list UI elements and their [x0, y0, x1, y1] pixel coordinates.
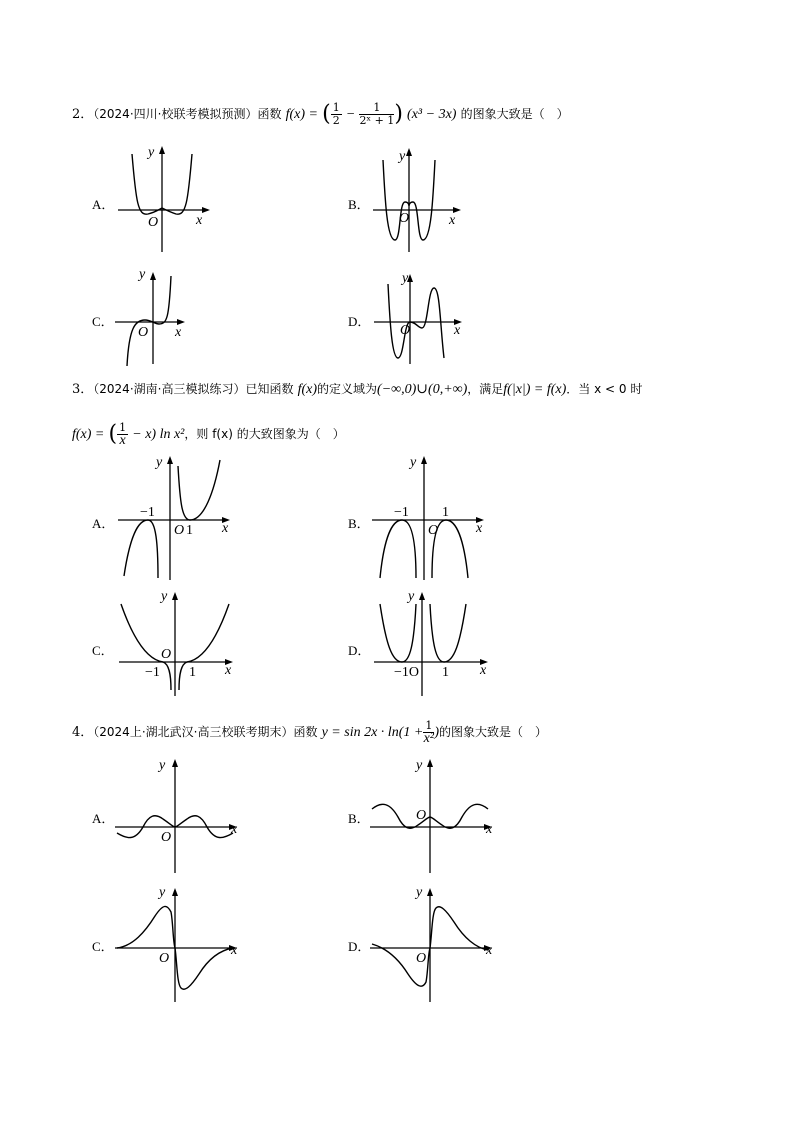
origin-label: O — [400, 323, 411, 338]
domain: (−∞,0)∪(0,+∞) — [377, 382, 468, 397]
curve-left — [380, 520, 416, 578]
option-d-label[interactable]: D． — [348, 939, 371, 954]
function-name: f(x) = — [285, 107, 318, 122]
x-label: x — [231, 943, 238, 958]
y-label: y — [410, 455, 417, 470]
question-source: （2024上·湖北武汉·高三校联考期末）函数 — [93, 725, 318, 739]
question-tail: 的图象大致是（ ） — [460, 107, 569, 121]
y-axis-arrow-icon — [167, 456, 173, 464]
origin-label: O — [416, 808, 427, 823]
graph-q2-d[interactable] — [370, 262, 480, 367]
y-axis-arrow-icon — [172, 759, 178, 767]
option-c-label[interactable]: C． — [92, 643, 114, 658]
curve — [127, 276, 171, 366]
x-label: x — [480, 663, 487, 678]
x-label: x — [175, 325, 182, 340]
pos-one-label: 1 — [189, 665, 196, 680]
graph-q3-d[interactable] — [370, 588, 495, 698]
y-label: y — [148, 145, 155, 160]
question-3-formula-line: f(x) = ( $\frac{1}{x}$ − x) ln x²，则 f(x) 的大致图象为（ ） — [72, 421, 345, 448]
x-label: x — [231, 822, 238, 837]
y-label: y — [416, 885, 423, 900]
x-label: x — [476, 521, 483, 536]
x-label: x — [225, 663, 232, 678]
polynomial: (x³ − 3x) — [407, 107, 457, 122]
y-axis-arrow-icon — [172, 592, 178, 600]
origin-label: O — [159, 951, 170, 966]
curve-right — [430, 604, 466, 662]
y-axis-arrow-icon — [406, 148, 412, 156]
y-label: y — [159, 758, 166, 773]
option-a-label[interactable]: A． — [92, 516, 115, 531]
origin-label: O — [416, 951, 427, 966]
curve-left — [124, 520, 158, 578]
pos-one-label: 1 — [442, 505, 449, 520]
graph-q2-a[interactable] — [110, 140, 220, 255]
curve — [388, 284, 444, 358]
origin-label: O — [399, 211, 410, 226]
option-d-label[interactable]: D． — [348, 643, 371, 658]
fraction-one-over-x: $\frac{1}{x}$ — [119, 421, 127, 448]
question-4-stem: 4．（2024上·湖北武汉·高三校联考期末）函数 y = sin 2x · ln(1 + $\frac{1}{\text{x²}}$ )的图象大致是（ ） — [72, 719, 547, 746]
x-label: x — [486, 822, 493, 837]
graph-q4-c[interactable] — [115, 882, 245, 1004]
origin-label: O — [161, 647, 172, 662]
question-number: 4． — [72, 725, 94, 740]
graph-q4-a[interactable] — [115, 755, 245, 875]
y-label: y — [139, 267, 146, 282]
x-label: x — [486, 943, 493, 958]
y-axis-arrow-icon — [427, 759, 433, 767]
neg-one-label: −1 — [140, 505, 155, 520]
question-source: （2024·四川·校联考模拟预测）函数 — [93, 107, 282, 121]
formula: y = sin 2x · ln(1 + — [321, 725, 424, 740]
graph-q4-b[interactable] — [370, 755, 500, 875]
x-label: x — [454, 323, 461, 338]
fraction-one-over-x-squared: $\frac{1}{\text{x²}}$ — [423, 719, 435, 746]
curve-right — [178, 460, 220, 520]
question-number: 2． — [72, 107, 94, 122]
y-label: y — [416, 758, 423, 773]
pos-one-label: 1 — [442, 665, 449, 680]
graph-q3-b[interactable] — [372, 452, 492, 582]
graph-q3-c[interactable] — [115, 588, 240, 698]
y-label: y — [156, 455, 163, 470]
question-number: 3． — [72, 382, 94, 397]
x-label: x — [196, 213, 203, 228]
y-axis-arrow-icon — [421, 456, 427, 464]
x-axis-arrow-icon — [202, 207, 210, 213]
y-label: y — [161, 589, 168, 604]
neg-one-origin-label: −1O — [394, 665, 420, 680]
option-b-label[interactable]: B． — [348, 811, 370, 826]
y-axis-arrow-icon — [150, 272, 156, 280]
x-label: x — [449, 213, 456, 228]
curve-left — [380, 604, 416, 662]
y-label: y — [399, 149, 406, 164]
option-b-label[interactable]: B． — [348, 516, 370, 531]
fraction-power: $\frac{1}{\text{2ˣ + 1}}$ — [359, 101, 395, 127]
graph-q4-d[interactable] — [370, 882, 500, 1004]
option-b-label[interactable]: B． — [348, 197, 370, 212]
y-label: y — [408, 589, 415, 604]
y-axis-arrow-icon — [159, 146, 165, 154]
y-label: y — [402, 271, 409, 286]
graph-q2-c[interactable] — [115, 262, 225, 367]
neg-one-label: −1 — [394, 505, 409, 520]
option-d-label[interactable]: D． — [348, 314, 371, 329]
question-3-stem: 3．（2024·湖南·高三模拟练习）已知函数 f(x)的定义域为(−∞,0)∪(0,+∞)，满足f(|x|) = f(x)．当 x < 0 时 — [72, 382, 643, 397]
x-label: x — [222, 521, 229, 536]
fraction-half: $\frac{1}{2}$ — [332, 101, 340, 127]
graph-q2-b[interactable] — [365, 140, 475, 255]
origin-label: O — [428, 523, 439, 538]
y-axis-arrow-icon — [419, 592, 425, 600]
option-c-label[interactable]: C． — [92, 939, 114, 954]
origin-label: O — [174, 523, 185, 538]
origin-label: O — [161, 830, 172, 845]
option-c-label[interactable]: C． — [92, 314, 114, 329]
condition: f(|x|) = f(x) — [503, 382, 567, 397]
question-2-stem: 2．（2024·四川·校联考模拟预测）函数 f(x) = ( $\frac{1}{2}$ − $\frac{1}{\text{2ˣ + 1}}$ ) (x³ − 3x) 的图象大致是（ ） — [72, 101, 569, 127]
option-a-label[interactable]: A． — [92, 811, 115, 826]
origin-label: O — [138, 325, 149, 340]
graph-q3-a[interactable] — [118, 452, 238, 582]
y-axis-arrow-icon — [172, 888, 178, 896]
pos-one-label: 1 — [186, 523, 193, 538]
origin-label: O — [148, 215, 159, 230]
question-tail: 的图象大致是（ ） — [438, 725, 547, 739]
option-a-label[interactable]: A． — [92, 197, 115, 212]
curve-right — [179, 604, 229, 690]
y-label: y — [159, 885, 166, 900]
y-axis-arrow-icon — [427, 888, 433, 896]
neg-one-label: −1 — [145, 665, 160, 680]
question-source: （2024·湖南·高三模拟练习）已知函数 — [93, 382, 294, 396]
